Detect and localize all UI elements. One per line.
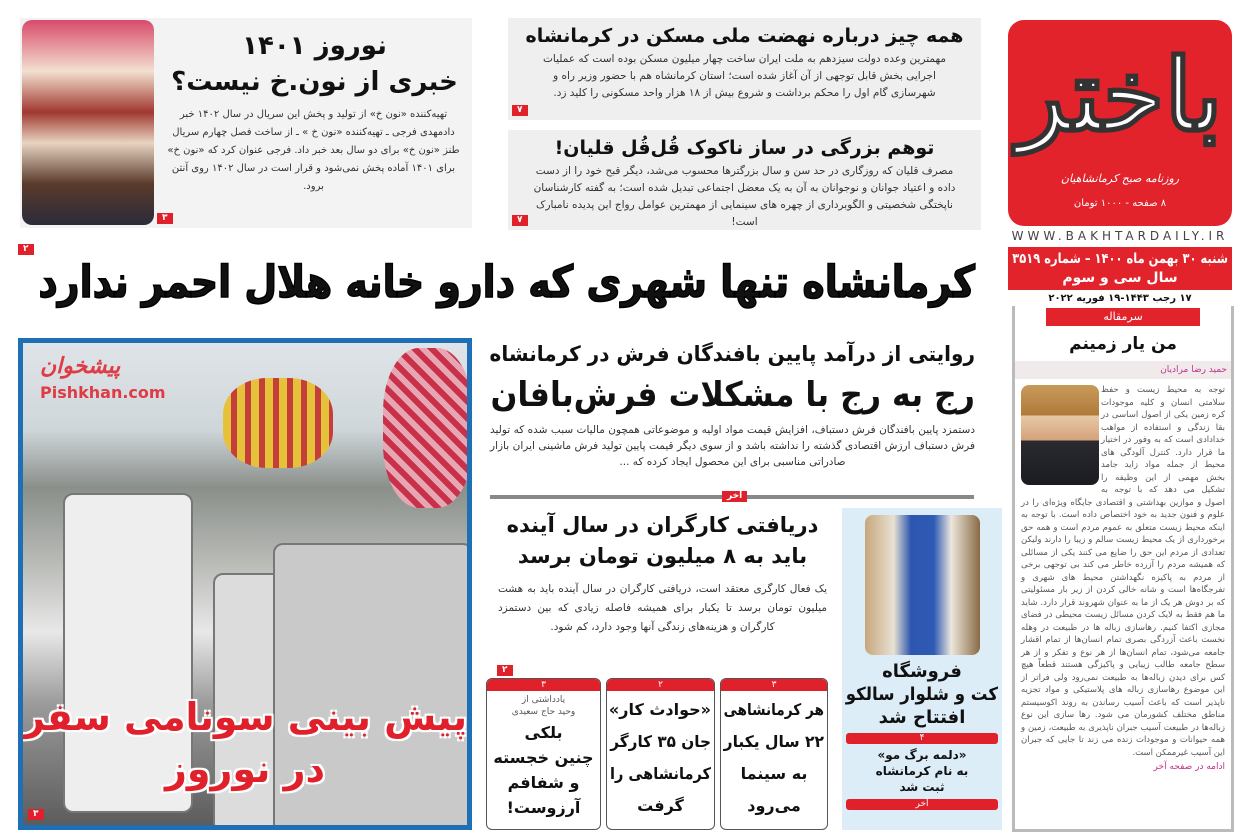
caption-line: پیش بینی سونامی سفر [23,695,467,739]
title-line: دریافتی کارگران در سال آینده [506,513,819,537]
story-body: مصرف قلیان که روزگاری در حد سن و سال بزرگترها محسوب می‌شد، دیگر قبح خود را از دست داده و اعتیاد جوانان و نوجوانان به آن به یک معضل اجتماعی تبدیل شده است؛ به گفته کارشناسان ناپختگی شخصیتی و الگوبرداری از چهره های سینمایی از مهمترین عوامل رواج این پدیده نامبارک است! [533,165,956,228]
title-line: خبری از نون.خ نیست؟ [171,67,458,97]
kicker-line: یادداشتی از [521,695,566,705]
luggage-image [223,378,333,468]
website-url[interactable]: WWW.BAKHTARDAILY.IR [1011,229,1229,243]
editorial-body: توجه به محیط زیست و حفظ سلامتی انسان و کلیه موجودات کره زمین یکی از اصول اساسی در بقا زندگی و استفاده از مواهب خدادادی است که به وفور در اختیار ما قرار دارد. کنترل آلودگی های محیط از جمله مواد زاید جامد بخش مهمی از این وظیفه را تشکیل می دهد که با توجه به اصول و موازین بهداشتی و اقتصادی جایگاه ویژه‌ای را در علوم و فنون جدید به خود اختصاص داده است. با توجه به اینکه محیط زیست متعلق به عموم مردم است و همه حق برخورداری از یک محیط زیست سالم و زیبا را دارند ولیکن تعدادی از مردم این حق را ضایع می کنند یکی از مسائلی که همیشه مردم را آزرده خاطر می کند بی توجهی برخی از مردم به پاکیزه نگهداشتن محیط های شهری و تفرجگاه‌ها است و شانه خالی کردن از زیر بار مسئولیتی که بر دوش هر یک از ما به عنوان شهروند قرار دارد. شاید ما هم فقط به لایک کردن مسائل زیست محیطی در فضای مجازی اکتفا کنیم. رهاسازی زباله ها در طبیعت در وهله نخست باعث آزردگی بصری تمام انسان‌ها از تمام اقشار جامعه می‌شود، تمام انسان‌ها از هر نوع و تفکر و از هر سطح جامعه طالب زیبایی و پاکیزگی هستند قطعاً هیچ کس برای دیدن زباله‌ها به طبیعت نمی‌رود ولی فراتر از این موضوع رهاسازی زباله های پلاستیکی و مواد تجزیه ناپذیر است که باعث آسیب رساندن به روند اکوسیستم مناطق مختلف کشورمان می شود. رها سازی این نوع زباله‌ها در طبیعت آسیب جبران ناپذیری به طبیعت، زمین و همه حیوانات و موجودات زنده می زند تا جایی که جبران این آسیب غیرممکن است. [1021,385,1225,758]
title-line: باید به ۸ میلیون تومان برسد [517,544,808,568]
title-line: «دلمه برگ مو» [877,748,967,762]
editorial-label: سرمقاله [1046,308,1200,326]
title-line: افتتاح شد [878,707,966,728]
photo-caption [23,691,467,795]
page-badge: آخر [722,491,747,502]
story-title: رج به رج با مشکلات فرش‌بافان [490,375,975,415]
caption-line: در نوروز [164,747,326,791]
story-title: توهم بزرگی در ساز ناکوک قُل‌قُل قلیان! [554,137,935,159]
workers-wage-story[interactable] [490,510,835,637]
title-line: به نام کرمانشاه [875,764,969,778]
title-line: و شفافم [507,773,580,792]
title-line: به سینما [740,764,808,783]
card-kicker [487,691,600,718]
salco-store-story[interactable] [842,508,1002,830]
story-title: همه چیز درباره نهضت ملی مسکن در کرمانشاه [525,25,964,47]
page-badge: ۲ [607,679,714,691]
main-headline[interactable]: کرمانشاه تنها شهری که دارو خانه هلال احمر ندارد [38,257,975,308]
story-title [490,510,835,572]
story-title [846,660,998,729]
editorial-title[interactable]: من یار زمینم [1069,334,1177,354]
title-line: ۲۲ سال یکبار [723,732,824,751]
luggage-image [383,348,472,508]
page-badge: ۳ [721,679,827,691]
title-line: هر کرمانشاهی [723,700,824,719]
carpet-story[interactable] [490,340,975,470]
card-title [721,691,827,822]
title-line: کرمانشاهی را [609,764,711,783]
card-cinema[interactable] [720,678,828,830]
suit-model-photo [865,515,980,655]
story-body: مهمترین وعده دولت سیزدهم به ملت ایران ساخت چهار میلیون مسکن بوده است که عملیات اجرایی بخش قابل توجهی از آن آغاز شده است؛ استان کرمانشاه هم با حضور وزیر راه و شهرسازی گام اول را محکم برداشت و شروع بیش از ۱۸ هزار واحد مسکونی را کلید زد. [543,53,946,99]
page-badge: ۳ [487,679,600,691]
issue-date: شنبه ۳۰ بهمن ماه ۱۴۰۰ – شماره ۳۵۱۹ [1012,251,1228,267]
watermark-fa: پیشخوان [40,354,121,379]
page-badge: آخر [846,799,998,810]
watermark-en: Pishkhan.com [40,383,166,402]
editorial-author: حمید رضا مرادیان [1015,361,1231,379]
title-line: بلکی [524,723,563,742]
title-line: گرفت [637,796,684,815]
series-cast-photo [22,20,154,225]
title-line: آرزوست! [506,798,581,817]
title-line: نوروز ۱۴۰۱ [242,31,387,61]
page-badge: ۳ [28,809,44,820]
pishkhan-watermark [40,352,166,404]
card-work-accidents[interactable] [606,678,715,830]
hijri-date: ۱۷ رجب ۱۴۴۳-۱۹ فوریه ۲۰۲۲ [1048,293,1192,304]
travel-photo-story[interactable] [18,338,472,830]
story-body: یک فعال کارگری معتقد است، دریافتی کارگران در سال آینده باید به هشت میلیون تومان برسد تا یکبار برای همیشه فاصله زیادی که بین دستمزد کارگران و هزینه‌های زندگی آنها وجود دارد، کم شود. [498,583,827,633]
issue-year: سال سی و سوم [1062,270,1178,286]
card-opinion[interactable] [486,678,601,830]
page-badge: ۳ [157,213,173,224]
logo-wordmark: باختر [1017,36,1223,154]
issue-date-box [1008,247,1232,290]
page-badge: ۷ [512,105,528,116]
title-line: می‌رود [747,796,801,815]
title-line: کت و شلوار سالکو [845,684,998,705]
masthead-logo [1008,20,1232,226]
continued-link[interactable]: ادامه در صفحه آخر [1153,762,1225,772]
author-photo [1021,385,1099,485]
story-body: تهیه‌کننده «نون خ» از تولید و پخش این سریال در سال ۱۴۰۲ خبر دادمهدی فرجی ـ تهیه‌کننده «نون خ » ـ از ساخت فصل چهارم سریال طنز «نون خ» برای دو سال بعد خبر داد. فرجی عنوان کرد که «نون خ» برای ۱۴۰۱ آماده پخش نمی‌شود و قرار است در سال ۱۴۰۲ روی آنتن برود. [167,109,460,192]
title-line: ثبت شد [899,780,945,794]
story-body: دستمزد پایین بافندگان فرش دستباف، افزایش قیمت مواد اولیه و موضوعاتی همچون مالیات سبب شده که تولید فرش دستباف ارزش اقتصادی گذشته را نداشته باشد و از سوی دیگر قیمت پایین تولید فرش ماشینی ایران بازار صادراتی مناسبی برای این محصول ایجاد کرده که ... [490,424,975,468]
title-line: جان ۳۵ کارگر [610,732,711,751]
title-line: «حوادث کار» [608,700,711,719]
price-info: ۸ صفحه - ۱۰۰۰ تومان [1073,198,1167,209]
page-badge: ۴ [846,733,998,744]
kicker-author: وحید حاج سعیدی [511,707,576,717]
top-story-housing[interactable] [508,18,981,120]
dolma-story[interactable] [842,744,1002,795]
noruz-story[interactable] [20,18,472,228]
page-badge: ۷ [512,215,528,226]
story-kicker: روایتی از درآمد پایین بافندگان فرش در کرمانشاه [489,342,975,366]
card-title [487,718,600,820]
editorial-column [1012,306,1234,832]
page-badge: ۲ [497,665,513,676]
logo-tagline: روزنامه صبح کرمانشاهیان [1060,172,1180,185]
top-story-hookah[interactable] [508,130,981,230]
story-title [165,28,464,100]
title-line: چنین خجسته [493,748,594,767]
card-title [607,691,714,822]
title-line: فروشگاه [882,661,962,682]
page-badge: ۲ [18,244,34,255]
